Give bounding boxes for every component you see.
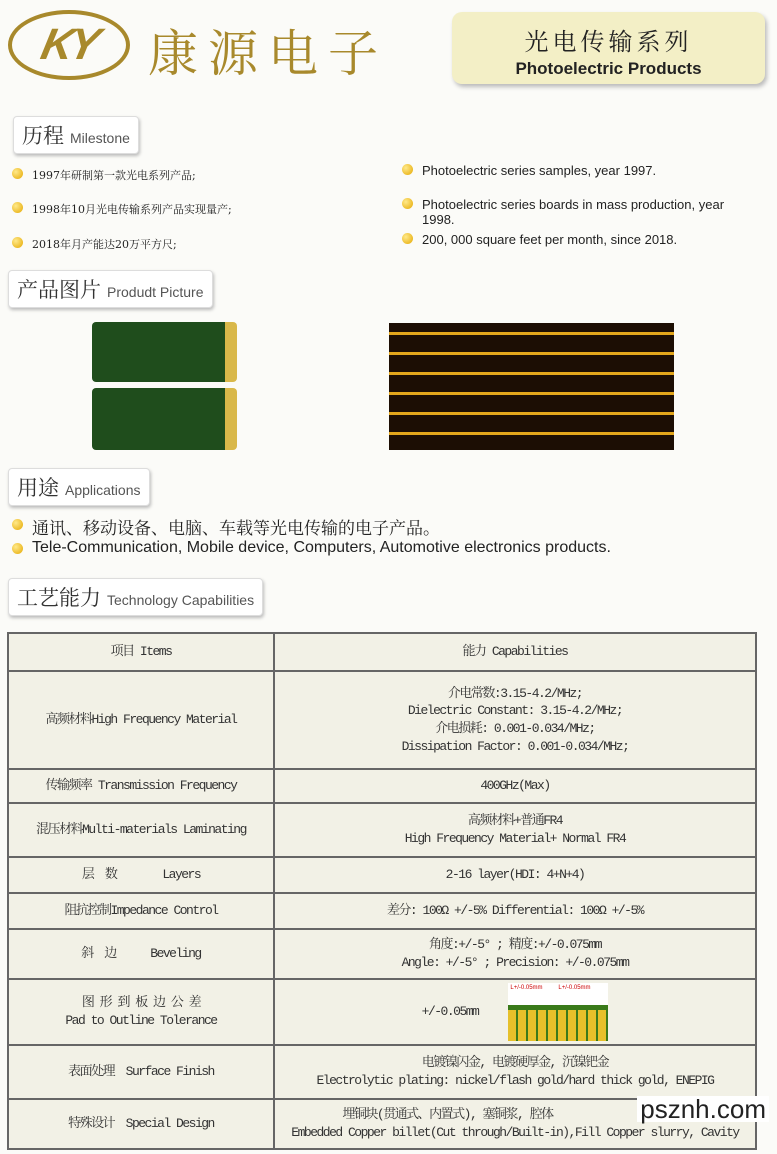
table-row [8, 929, 756, 979]
milestone-en-3: 200, 000 square feet per month, since 2018. [402, 232, 677, 247]
cell-line: Embedded Copper billet(Cut through/Built-in),Fill Copper slurry, Cavity [291, 1125, 739, 1140]
cell-line: High Frequency Material+ Normal FR4 [404, 831, 626, 846]
cell-line: 项目 Items [110, 644, 172, 660]
cell-line: +/-0.05mm [421, 1004, 479, 1020]
item-cell [8, 803, 274, 857]
bullet-icon [12, 519, 23, 530]
pcb-traces-image [389, 323, 674, 450]
milestone-en-1: Photoelectric series samples, year 1997. [402, 163, 656, 178]
cell-line: 层 数 Layers [81, 867, 201, 883]
cell-line: 400GHz(Max) [480, 778, 550, 794]
table-row [8, 1045, 756, 1099]
series-title-en: Photoelectric Products [515, 59, 702, 78]
cell-line: Pad to Outline Tolerance [65, 1013, 217, 1028]
item-cell [8, 893, 274, 929]
item-cell [8, 857, 274, 893]
bullet-icon [402, 233, 413, 244]
cell-line: 2-16 layer(HDI: 4+N+4) [445, 867, 585, 883]
cell-line: 传输频率 Transmission Frequency [45, 778, 237, 794]
cell-line: 斜 边 Beveling [81, 946, 201, 962]
cell-line: 高频材料+普通FR4 [467, 813, 563, 829]
applications-cn: 通讯、移动设备、电脑、车载等光电传输的电子产品。 [12, 514, 440, 539]
capability-cell [274, 769, 756, 803]
cell-line: 介电损耗: 0.001-0.034/MHz; [435, 721, 595, 736]
table-header-row [8, 633, 756, 671]
capability-cell [274, 857, 756, 893]
brand-name: 康源电子 [148, 25, 388, 83]
item-cell [8, 1045, 274, 1099]
table-row [8, 769, 756, 803]
applications-en: Tele-Communication, Mobile device, Computers, Automotive electronics products. [12, 539, 611, 557]
capability-cell [274, 979, 756, 1045]
table-row [8, 803, 756, 857]
cell-line: 表面处理 Surface Finish [68, 1064, 214, 1080]
cell-line: 特殊设计 Special Design [68, 1116, 214, 1132]
cell-line: Dielectric Constant: 3.15-4.2/MHz; [407, 703, 623, 719]
tolerance-diagram [508, 983, 608, 1041]
table-row [8, 893, 756, 929]
capability-cell [274, 671, 756, 769]
applications-heading: 用途 Applications [8, 468, 150, 506]
item-cell [8, 769, 274, 803]
milestone-cn-3: 2018年月产能达20万平方尺; [12, 236, 177, 252]
capability-cell [274, 893, 756, 929]
cell-line: Dissipation Factor: 0.001-0.034/MHz; [401, 738, 629, 754]
series-title-cn: 光电传输系列 [524, 28, 693, 56]
capability-cell [274, 1045, 756, 1099]
cell-line: 埋铜块(贯通式、内置式), 塞铜浆, 腔体 [342, 1107, 553, 1123]
company-logo: KY [8, 10, 130, 80]
diagram-label: L+/-0.05mm [558, 985, 591, 991]
cell-line: 阻抗控制Impedance Control [64, 903, 218, 919]
pictures-heading: 产品图片 Produdt Picture [8, 270, 213, 308]
pcb-edge [508, 1005, 608, 1041]
milestone-en-2: Photoelectric series boards in mass production, year 1998. [402, 197, 742, 227]
bullet-icon [12, 202, 23, 213]
bullet-icon [402, 164, 413, 175]
cell-line: 图 形 到 板 边 公 差 [81, 995, 201, 1011]
technology-heading: 工艺能力 Technology Capabilities [8, 578, 263, 616]
cell-line: Angle: +/-5° ; Precision: +/-0.075mm [401, 955, 629, 970]
pcb-image-2 [92, 388, 237, 450]
item-cell [8, 979, 274, 1045]
capabilities-table [7, 632, 757, 1150]
table-row [8, 857, 756, 893]
watermark: psznh.com [637, 1096, 769, 1122]
cell-line: 介电常数:3.15-4.2/MHz; [447, 685, 583, 701]
capability-cell [274, 803, 756, 857]
cell-line: 混压材料Multi-materials Laminating [36, 822, 246, 838]
header-capabilities [274, 633, 756, 671]
diagram-label: L+/-0.05mm [510, 985, 543, 991]
milestone-heading: 历程 Milestone [13, 116, 139, 154]
header-items [8, 633, 274, 671]
cell-line: 高频材料High Frequency Material [45, 712, 237, 728]
milestone-cn-2: 1998年10月光电传输系列产品实现量产; [12, 201, 232, 217]
cell-line: 电镀镍闪金, 电镀硬厚金, 沉镍钯金 [421, 1055, 609, 1071]
series-banner [452, 12, 765, 84]
bullet-icon [12, 168, 23, 179]
cell-line: 能力 Capabilities [462, 644, 568, 660]
milestone-cn-1: 1997年研制第一款光电系列产品; [12, 167, 196, 183]
cell-line: 角度:+/-5° ; 精度:+/-0.075mm [428, 937, 602, 953]
bullet-icon [402, 198, 413, 209]
pcb-image-1 [92, 322, 237, 382]
cell-line: Electrolytic plating: nickel/flash gold/hard thick gold, ENEPIG [316, 1073, 714, 1088]
item-cell [8, 671, 274, 769]
cell-line: 差分: 100Ω +/-5% Differential: 100Ω +/-5% [386, 903, 644, 919]
table-row [8, 979, 756, 1045]
capability-cell [274, 929, 756, 979]
item-cell [8, 929, 274, 979]
item-cell [8, 1099, 274, 1149]
bullet-icon [12, 543, 23, 554]
table-row [8, 671, 756, 769]
bullet-icon [12, 237, 23, 248]
